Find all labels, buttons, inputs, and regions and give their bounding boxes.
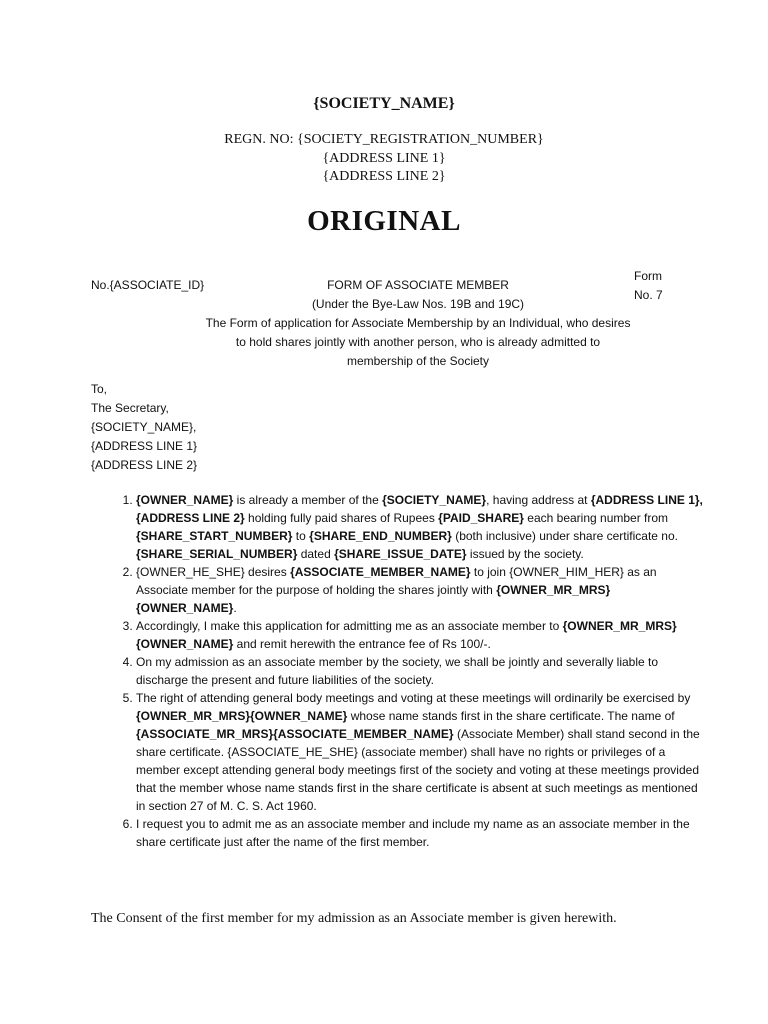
item-text: whose name stands first in the share certificate. The name of — [347, 709, 675, 723]
declaration-item-5 — [136, 689, 704, 815]
form-label: Form — [634, 269, 662, 283]
item-text: is already a member of the — [233, 493, 383, 507]
item-text: (both inclusive) under share certificate no. — [451, 529, 678, 543]
form-title: FORM OF ASSOCIATE MEMBER — [327, 278, 509, 292]
original-stamp-heading: ORIGINAL — [307, 205, 461, 237]
item-text: and remit herewith the entrance fee of Rs 100/-. — [233, 637, 491, 651]
society-address-line-1: {ADDRESS LINE 1} — [322, 151, 446, 166]
placeholder-field: {SOCIETY_NAME} — [382, 493, 487, 507]
form-number: No. 7 — [634, 288, 663, 302]
item-text: each bearing number from — [523, 511, 669, 525]
addressee-address-line-1: {ADDRESS LINE 1} — [91, 439, 198, 453]
placeholder-field: {SHARE_SERIAL_NUMBER} — [136, 547, 298, 561]
declaration-item-1 — [136, 491, 704, 563]
registration-number: REGN. NO: {SOCIETY_REGISTRATION_NUMBER} — [224, 132, 544, 147]
item-text: {OWNER_HE_SHE} desires — [136, 565, 291, 579]
item-text: Accordingly, I make this application for admitting me as an associate member to — [136, 619, 563, 633]
form-title-block — [205, 276, 631, 371]
placeholder-field: {ASSOCIATE_MR_MRS}{ASSOCIATE_MEMBER_NAME} — [136, 727, 454, 741]
addressee-designation: The Secretary, — [91, 401, 169, 415]
placeholder-field: {ASSOCIATE_MEMBER_NAME} — [290, 565, 471, 579]
declaration-item-6 — [136, 815, 704, 851]
form-description: The Form of application for Associate Membership by an Individual, who desires to hold shares jointly with another person, who is already admitted to membership of the Society — [205, 316, 631, 368]
item-text: , having address at — [486, 493, 591, 507]
associate-id-number: No.{ASSOCIATE_ID} — [91, 278, 205, 292]
placeholder-field: {OWNER_MR_MRS}{OWNER_NAME} — [136, 619, 677, 651]
placeholder-field: {ADDRESS LINE 1},{ADDRESS LINE 2} — [136, 493, 703, 525]
item-text: I request you to admit me as an associate member and include my name as an associate member in the share certificate just after the name of the first member. — [136, 817, 690, 849]
declaration-item-3 — [136, 617, 704, 653]
item-text: (Associate Member) shall stand second in the share certificate. {ASSOCIATE_HE_SHE} (associate member) shall have no rights or privileges of a member except attending general body meetings first of the society and voting at these meetings provided that the member whose name stands first in the share certificate is absent at such meetings as mentioned in section 27 of M. C. S. Act 1960. — [136, 727, 700, 813]
item-text: holding fully paid shares of Rupees — [244, 511, 439, 525]
declaration-item-4 — [136, 653, 704, 689]
form-subtitle: (Under the Bye-Law Nos. 19B and 19C) — [311, 297, 525, 311]
society-name-heading: {SOCIETY_NAME} — [313, 95, 455, 112]
society-address-line-2: {ADDRESS LINE 2} — [322, 169, 446, 184]
item-text: On my admission as an associate member by the society, we shall be jointly and severally liable to discharge the present and future liabilities of the society. — [136, 655, 659, 687]
addressee-block — [91, 380, 197, 475]
item-text: The right of attending general body meetings and voting at these meetings will ordinarily be exercised by — [136, 691, 691, 705]
placeholder-field: {SHARE_END_NUMBER} — [309, 529, 452, 543]
declaration-list — [104, 491, 704, 851]
item-text: to — [292, 529, 310, 543]
item-text: . — [233, 601, 237, 615]
placeholder-field: {OWNER_MR_MRS}{OWNER_NAME} — [136, 709, 348, 723]
form-number-block — [634, 267, 674, 305]
placeholder-field: {SHARE_START_NUMBER} — [136, 529, 293, 543]
consent-statement: The Consent of the first member for my admission as an Associate member is given herewith. — [91, 911, 617, 926]
declaration-item-2 — [136, 563, 704, 617]
addressee-address-line-2: {ADDRESS LINE 2} — [91, 458, 198, 472]
addressee-society: {SOCIETY_NAME}, — [91, 420, 197, 434]
addressee-to: To, — [91, 382, 108, 396]
placeholder-field: {SHARE_ISSUE_DATE} — [334, 547, 467, 561]
item-text: to join {OWNER_HIM_HER} as an Associate member for the purpose of holding the shares jointly with — [136, 565, 657, 597]
placeholder-field: {OWNER_NAME} — [136, 493, 234, 507]
placeholder-field: {OWNER_MR_MRS} {OWNER_NAME} — [136, 583, 611, 615]
item-text: issued by the society. — [466, 547, 584, 561]
item-text: dated — [297, 547, 335, 561]
placeholder-field: {PAID_SHARE} — [438, 511, 524, 525]
